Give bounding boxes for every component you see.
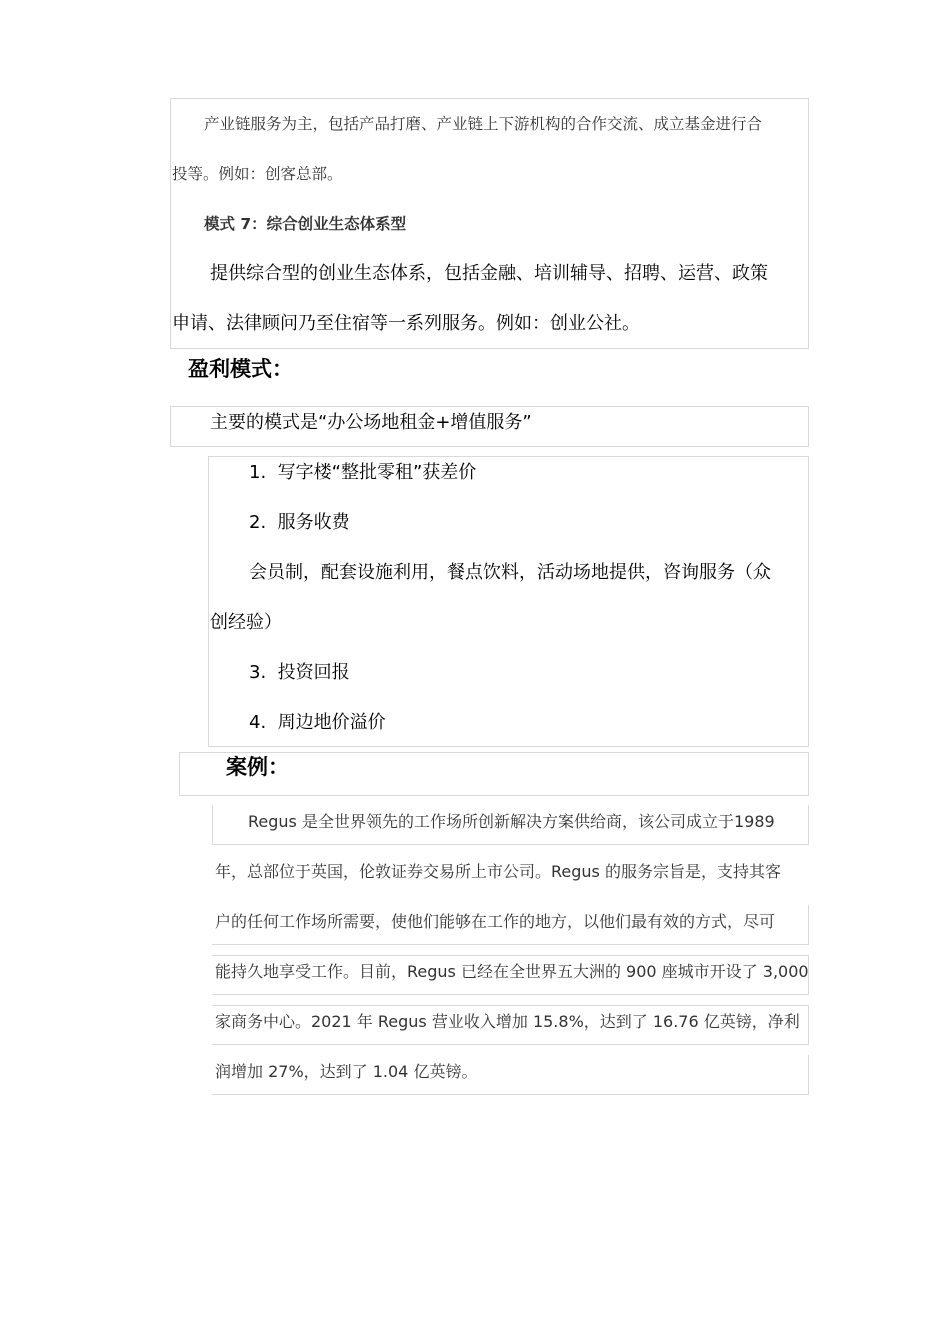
profit-heading: 盈利模式：: [188, 357, 293, 381]
profit-intro: 主要的模式是“办公场地租金+增值服务”: [210, 412, 532, 433]
para2-line1: 提供综合型的创业生态体系，包括金融、培训辅导、招聘、运营、政策: [210, 263, 768, 284]
para2-line2: 申请、法律顾问乃至住宿等一系列服务。例如：创业公社。: [172, 313, 640, 334]
service-line2: 创经验）: [210, 612, 282, 633]
service-line1: 会员制，配套设施利用，餐点饮料，活动场地提供，咨询服务（众: [249, 562, 771, 583]
case-line4: 能持久地享受工作。目前，Regus 已经在全世界五大洲的 900 座城市开设了 3,000: [215, 962, 809, 981]
case-line6: 润增加 27%，达到了 1.04 亿英镑。: [215, 1062, 478, 1081]
list-item: [249, 658, 350, 684]
list-number: 2.: [249, 512, 267, 533]
list-item: [249, 458, 476, 484]
list-text: 服务收费: [277, 512, 350, 533]
list-text: 周边地价溢价: [277, 712, 386, 733]
list-text: 投资回报: [277, 662, 350, 683]
case-line1: Regus 是全世界领先的工作场所创新解决方案供给商，该公司成立于1989: [248, 812, 775, 831]
profit-list-box: [208, 456, 809, 747]
mode7-title: 模式 7：综合创业生态体系型: [204, 215, 407, 233]
case-line2: 年，总部位于英国，伦敦证券交易所上市公司。Regus 的服务宗旨是，支持其客: [215, 862, 781, 881]
case-line5: 家商务中心。2021 年 Regus 营业收入增加 15.8%，达到了 16.76 亿英镑，净利: [215, 1012, 800, 1031]
list-number: 4.: [249, 712, 267, 733]
list-item: [249, 708, 386, 734]
para1-line1: 产业链服务为主，包括产品打磨、产业链上下游机构的合作交流、成立基金进行合: [204, 115, 763, 133]
list-item: [249, 508, 350, 534]
list-number: 3.: [249, 662, 267, 683]
case-line3: 户的任何工作场所需要，使他们能够在工作的地方，以他们最有效的方式，尽可: [215, 912, 776, 931]
list-number: 1.: [249, 462, 267, 483]
case-heading: 案例：: [226, 755, 289, 779]
para1-line2: 投等。例如：创客总部。: [172, 165, 343, 183]
list-text: 写字楼“整批零租”获差价: [277, 462, 477, 483]
